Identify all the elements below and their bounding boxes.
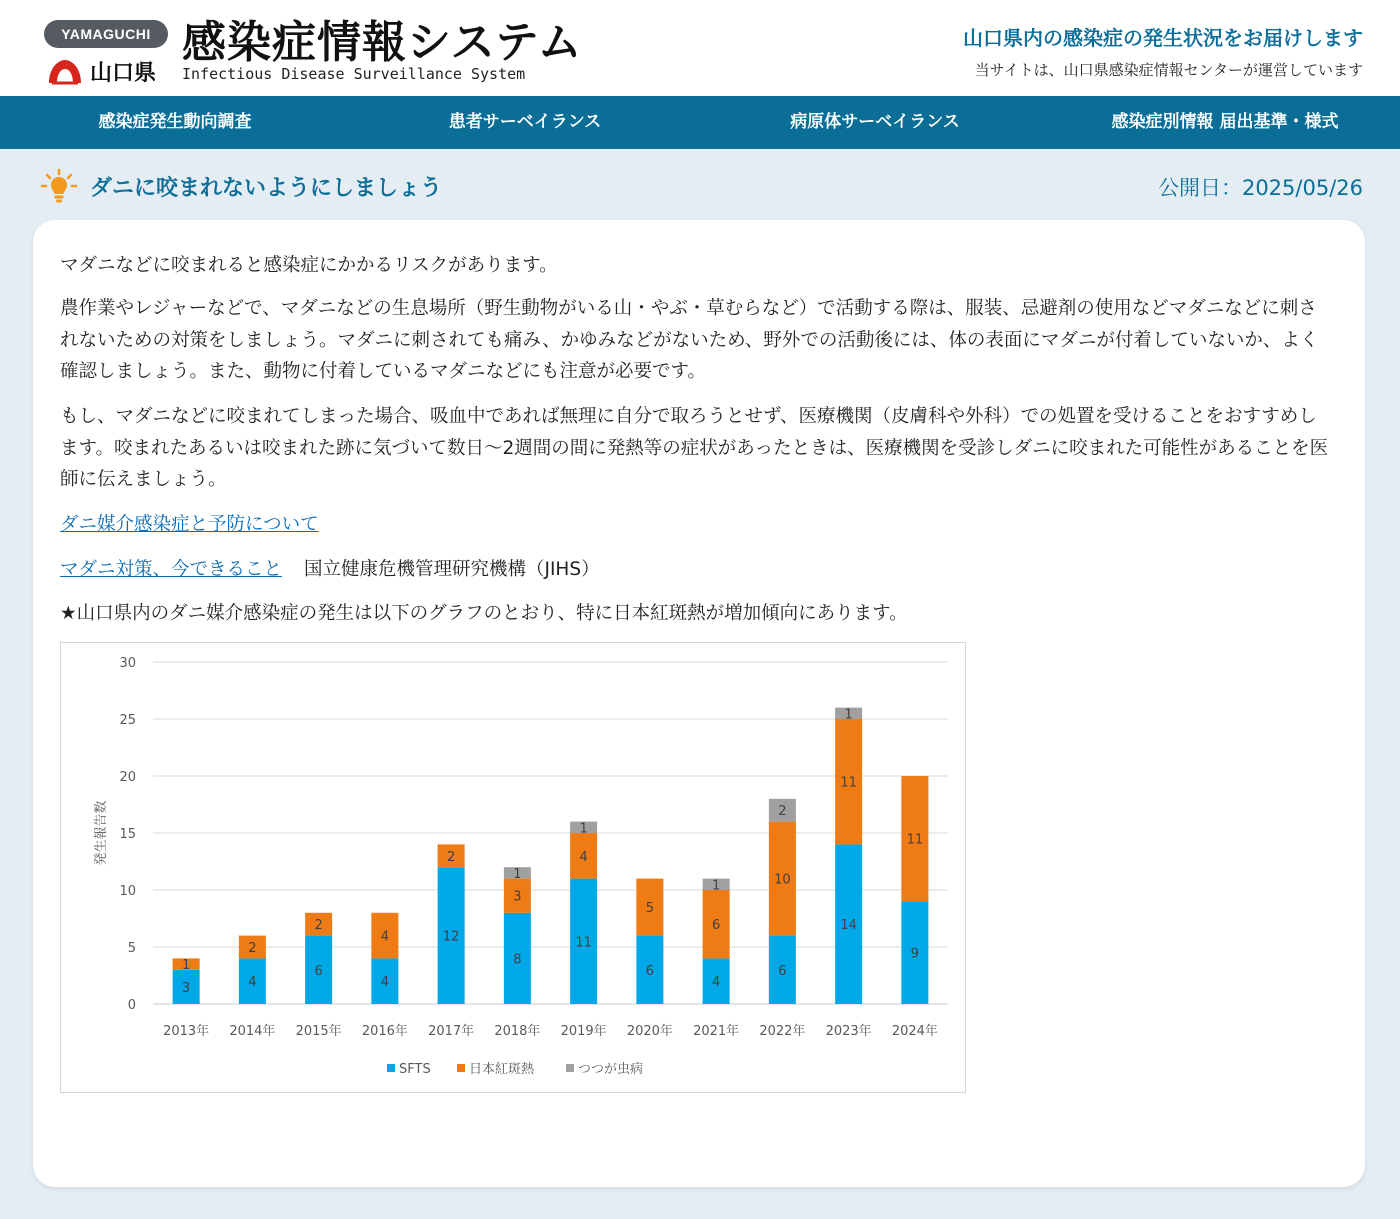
prefecture-logo[interactable]	[46, 56, 156, 86]
legend-swatch	[457, 1064, 465, 1072]
intro-paragraph: マダニなどに咬まれると感染症にかかるリスクがあります。	[60, 255, 558, 276]
bar-data-label: 2	[778, 804, 787, 820]
link-line-2	[60, 554, 1335, 586]
bar-data-label: 6	[711, 918, 721, 934]
x-tick-label: 2017年	[428, 1024, 475, 1039]
nav-item-disease-info[interactable]: 感染症別情報 届出基準・様式	[1111, 112, 1339, 132]
notice-title: ダニに咬まれないようにしましょう	[90, 176, 443, 201]
chart-svg	[61, 643, 967, 1094]
site-title[interactable]: 感染症情報システム	[182, 17, 583, 68]
bar-data-label: 4	[711, 975, 721, 991]
x-tick-label: 2018年	[494, 1024, 541, 1039]
site-subtitle: Infectious Disease Surveillance System	[182, 65, 526, 83]
operator-note: 当サイトは、山口県感染症情報センターが運営しています	[974, 61, 1363, 79]
bar-data-label: 2	[314, 918, 323, 934]
x-tick-label: 2013年	[163, 1024, 210, 1039]
tick-countermeasures-link[interactable]: マダニ対策、今できること	[60, 559, 283, 580]
y-tick-label: 20	[119, 770, 136, 785]
nav-item-pathogen-surveillance[interactable]: 病原体サーベイランス	[790, 112, 960, 132]
bar-data-label: 6	[645, 963, 655, 979]
y-tick-label: 5	[127, 941, 136, 956]
y-axis-title: 発生報告数	[94, 800, 109, 866]
y-tick-label: 15	[119, 827, 136, 842]
bar-data-label: 4	[380, 975, 390, 991]
bar-data-label: 11	[906, 832, 924, 848]
legend-swatch	[387, 1064, 395, 1072]
bar-data-label: 4	[248, 975, 257, 991]
site-header	[0, 0, 1400, 96]
bar-data-label: 2	[248, 941, 257, 956]
x-tick-label: 2021年	[693, 1024, 740, 1039]
tick-borne-disease-link[interactable]: ダニ媒介感染症と予防について	[60, 514, 319, 535]
x-tick-label: 2020年	[626, 1024, 673, 1039]
x-tick-label: 2024年	[891, 1024, 938, 1039]
bar-data-label: 6	[314, 963, 323, 979]
x-tick-label: 2023年	[825, 1024, 872, 1039]
bar-data-label: 1	[844, 707, 853, 723]
x-tick-label: 2019年	[560, 1024, 607, 1039]
bar-data-label: 12	[442, 929, 460, 945]
nav-item-trend-survey[interactable]: 感染症発生動向調査	[98, 112, 252, 132]
bar-data-label: 3	[513, 889, 522, 905]
tick-disease-chart	[60, 642, 966, 1093]
x-tick-label: 2014年	[229, 1024, 276, 1039]
bar-data-label: 1	[579, 821, 588, 837]
y-tick-label: 25	[119, 713, 136, 728]
x-tick-label: 2016年	[361, 1024, 408, 1039]
bar-data-label: 10	[774, 872, 791, 888]
publish-date: 公開日：2025/05/26	[1157, 176, 1363, 200]
legend-label: つつが虫病	[578, 1062, 644, 1077]
bar-data-label: 11	[575, 935, 592, 951]
bar-data-label: 9	[910, 946, 920, 962]
bar-data-label: 4	[380, 929, 390, 945]
bar-data-label: 11	[840, 775, 857, 791]
x-tick-label: 2015年	[295, 1024, 342, 1039]
y-tick-label: 10	[119, 884, 136, 899]
chart-intro: ★山口県内のダニ媒介感染症の発生は以下のグラフのとおり、特に日本紅斑熱が増加傾向にあります。	[60, 603, 908, 624]
bar-data-label: 5	[645, 901, 655, 917]
bar-data-label: 6	[778, 963, 787, 979]
bar-data-label: 2	[446, 849, 456, 865]
brand-pill: YAMAGUCHI	[44, 20, 168, 48]
bar-data-label: 3	[181, 980, 191, 996]
prefecture-name: 山口県	[90, 60, 157, 86]
prefecture-emblem-icon	[46, 56, 84, 86]
site-tagline: 山口県内の感染症の発生状況をお届けします	[963, 26, 1363, 50]
y-tick-label: 0	[127, 998, 136, 1013]
bar-data-label: 4	[579, 849, 588, 865]
bar-data-label: 1	[181, 958, 191, 974]
y-tick-label: 30	[119, 656, 136, 671]
legend-label: SFTS	[399, 1062, 431, 1077]
bar-data-label: 8	[513, 952, 522, 968]
bar-data-label: 1	[711, 878, 721, 894]
bar-data-label: 1	[513, 866, 522, 882]
nav-item-patient-surveillance[interactable]: 患者サーベイランス	[448, 112, 602, 132]
prevention-paragraph: 農作業やレジャーなどで、マダニなどの生息場所（野生動物がいる山・やぶ・草むらなど）で活動する際は、服装、忌避剤の使用などマダニなどに刺されないための対策をしましょう。マダニに刺されても痛み、かゆみなどがないため、野外での活動後には、体の表面にマダニが付着していないか、よく確認しましょう。また、動物に付着しているマダニなどにも注意が必要です。	[60, 298, 1319, 382]
lightbulb-icon	[40, 168, 78, 206]
link-source: 国立健康危機管理研究機構（JIHS）	[304, 559, 600, 580]
bite-advice-paragraph: もし、マダニなどに咬まれてしまった場合、吸血中であれば無理に自分で取ろうとせず、医療機関（皮膚科や外科）での処置を受けることをおすすめします。咬まれたあるいは咬まれた跡に気づいて数日〜2週間の間に発熱等の症状があったときは、医療機関を受診しダニに咬まれた可能性があることを医師に伝えましょう。	[60, 406, 1329, 490]
content-card	[33, 220, 1365, 1187]
legend-label: 日本紅斑熱	[469, 1062, 535, 1077]
main-nav	[0, 96, 1400, 149]
x-tick-label: 2022年	[759, 1024, 806, 1039]
bar-data-label: 14	[840, 918, 857, 934]
legend-swatch	[566, 1064, 574, 1072]
link-line-1	[60, 509, 1335, 541]
